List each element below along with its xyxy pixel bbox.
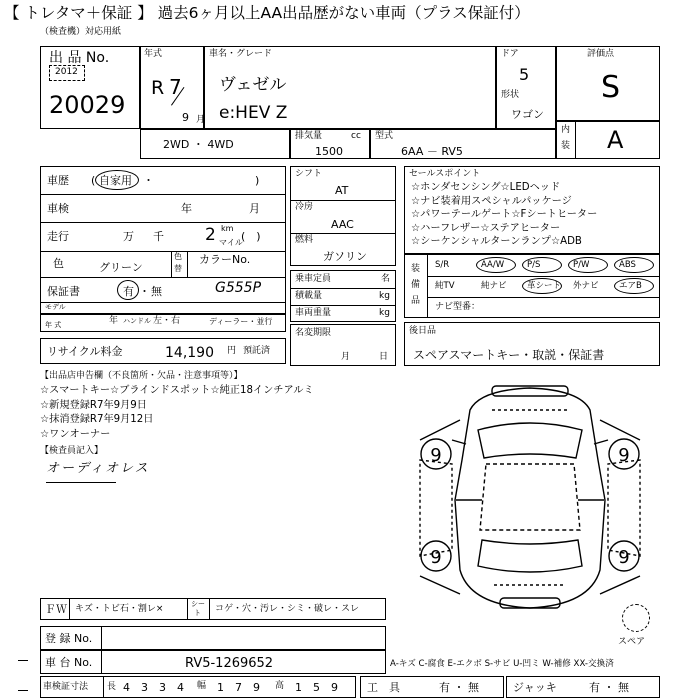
door-box <box>496 46 556 129</box>
history-dot: ・ <box>143 174 154 187</box>
model-year-month-unit: 月 <box>196 115 206 125</box>
inspector-label: 【検査員記入】 <box>40 446 104 456</box>
side-mirror-right <box>594 440 608 444</box>
model-change-handle: ハンドル <box>123 317 151 325</box>
seat-label-1: シー <box>191 600 205 608</box>
chassis-label: 車 台 No. <box>45 656 93 669</box>
lot-stamp-box <box>49 65 85 81</box>
equipment-item: 純TV <box>435 281 455 291</box>
tire-mark-rl: 9 <box>430 547 442 568</box>
inspection-label: 車検 <box>47 202 69 215</box>
declaration-line: ☆抹消登録R7年9月12日 <box>40 414 154 425</box>
side-mirror-left <box>452 440 466 444</box>
load-unit: kg <box>379 291 390 301</box>
interior-label-2: 装 <box>561 141 571 151</box>
height-label: 高 <box>275 681 285 691</box>
color-label: 色 <box>53 257 64 270</box>
row-line <box>41 277 285 278</box>
margin-tick <box>18 690 28 691</box>
sheet-subnote: （検査機）対応用紙 <box>40 27 122 37</box>
spare-label: スペア <box>618 637 646 647</box>
rear-window <box>478 540 582 572</box>
equipment-circle <box>614 278 654 294</box>
evaluation-value: S <box>601 70 621 105</box>
width-label: 幅 <box>197 681 207 691</box>
model-year-month-val: 9 <box>182 111 189 124</box>
tools-label: 工 具 <box>367 681 400 694</box>
equipment-item: ABS <box>619 260 636 270</box>
width-digit: 9 <box>253 681 260 694</box>
seat-items: コゲ・穴・汚レ・シミ・破レ・スレ <box>215 604 360 614</box>
dimensions-row <box>40 676 356 698</box>
color-no-label: カラーNo. <box>199 253 251 266</box>
warranty-no: 無 <box>151 285 162 298</box>
displacement-box <box>290 129 370 159</box>
chassis-row <box>40 650 386 674</box>
model-type-box <box>370 129 556 159</box>
jack-value: 有 ・ 無 <box>589 681 629 694</box>
history-paren-open: ( <box>91 174 96 187</box>
row-line <box>291 288 395 289</box>
model-change-label-1: モデル <box>45 303 66 311</box>
lot-stamp: 2012 <box>55 67 78 77</box>
car-diagram <box>400 380 660 620</box>
equipment-item: エアB <box>619 281 642 291</box>
row-line <box>291 233 395 234</box>
after-items-box <box>404 322 660 366</box>
sales-point-item: ☆パワーテールゲート☆Fシートヒーター <box>411 209 598 220</box>
history-label: 車歴 <box>47 174 69 187</box>
model-year-era: R <box>151 77 165 99</box>
color-no-value: G555P <box>215 280 262 296</box>
color-change-1: 色 <box>174 252 182 261</box>
seat-label-2: ト <box>194 609 201 617</box>
sales-points-box <box>404 166 660 254</box>
name-change-day: 日 <box>379 352 389 362</box>
col-line <box>209 599 210 619</box>
after-items-label: 後日品 <box>409 326 437 336</box>
aircon-value: AAC <box>331 218 354 231</box>
row-line <box>41 222 285 223</box>
tire-mark-fl: 9 <box>430 445 442 466</box>
length-digit: 4 <box>123 681 130 694</box>
spare-circle <box>622 604 650 632</box>
col-line <box>103 677 104 697</box>
sales-point-item: ☆シーケンシャルターンランプ☆ADB <box>411 236 582 247</box>
spec-table <box>290 166 396 266</box>
mileage-label: 走行 <box>47 230 69 243</box>
name-change-box <box>290 324 396 366</box>
damage-legend: A-キズ C-腐食 E-エクボ S-サビ U-凹ミ W-補修 XX-交換済 <box>390 659 614 669</box>
col-line <box>69 599 70 619</box>
lot-box <box>40 46 140 129</box>
model-change-year: 年 <box>109 316 119 326</box>
shape-value: ワゴン <box>511 108 544 121</box>
history-circle <box>95 170 139 190</box>
interior-value: A <box>607 126 624 154</box>
declaration-label: 【出品店申告欄（不良箇所・欠品・注意事項等）】 <box>40 371 243 381</box>
fuel-label: 燃料 <box>295 235 314 245</box>
capacity-unit: 名 <box>381 274 391 284</box>
door-value: 5 <box>519 65 530 84</box>
row-line <box>291 305 395 306</box>
front-edge-right <box>600 420 640 440</box>
chassis-value: RV5-1269652 <box>185 656 274 671</box>
col-line <box>101 627 102 649</box>
tools-box <box>360 676 504 698</box>
equipment-label-2: 備 <box>411 280 421 290</box>
info-table <box>40 166 286 314</box>
door-label: ドア <box>501 49 519 59</box>
equipment-box <box>404 254 660 318</box>
load-label: 積載量 <box>295 291 323 301</box>
inspector-underline <box>46 482 116 483</box>
width-digit: 7 <box>235 681 242 694</box>
mileage-sen: 千 <box>153 230 164 243</box>
mileage-value: 2 <box>205 225 216 245</box>
equipment-circle <box>476 257 516 273</box>
displacement-value: 1500 <box>315 145 343 158</box>
capacity-table <box>290 270 396 322</box>
model-change-label-2: 年 式 <box>45 321 62 329</box>
damage-row <box>40 598 386 620</box>
mileage-man: 万 <box>123 230 134 243</box>
margin-tick <box>18 660 28 661</box>
jack-label: ジャッキ <box>513 681 557 694</box>
equipment-item: P/S <box>527 260 541 270</box>
equipment-item: 外ナビ <box>573 281 599 291</box>
car-name-label: 車名・グレード <box>209 49 273 59</box>
shift-value: AT <box>335 184 349 197</box>
recycle-label: リサイクル料金 <box>47 345 123 358</box>
shape-label: 形状 <box>501 90 520 100</box>
model-change-row <box>40 314 286 332</box>
damage-items: キズ・トビ石・割レ× <box>75 604 164 614</box>
car-grade: e:HEV Z <box>219 103 288 123</box>
equipment-item: 革シート <box>527 281 562 291</box>
displacement-label: 排気量 <box>295 131 323 141</box>
equipment-circle <box>522 257 562 273</box>
mileage-km: km <box>221 224 234 233</box>
model-type-label: 型式 <box>375 131 394 141</box>
car-name: ヴェゼル <box>219 75 287 95</box>
interior-divider <box>575 122 576 158</box>
tire-mark-rr: 9 <box>618 547 630 568</box>
interior-label-1: 内 <box>561 125 571 135</box>
equipment-item: 純ナビ <box>481 281 507 291</box>
length-digit: 3 <box>141 681 148 694</box>
dimensions-label: 車検証寸法 <box>43 682 89 692</box>
sales-points-label: セールスポイント <box>409 169 481 179</box>
fw-label: ＦＷ <box>45 603 67 616</box>
shift-label: シフト <box>295 169 323 179</box>
height-digit: 9 <box>331 681 338 694</box>
rear-edge-right <box>600 576 640 594</box>
evaluation-label: 評価点 <box>587 49 615 59</box>
displacement-unit: cc <box>351 131 361 141</box>
declaration-line: ☆ワンオーナー <box>40 428 111 440</box>
height-digit: 5 <box>313 681 320 694</box>
mileage-mile: マイル <box>219 238 243 247</box>
rear-edge-left <box>420 576 460 594</box>
warranty-label: 保証書 <box>47 285 80 298</box>
registration-row <box>40 626 386 650</box>
length-label: 長 <box>107 682 117 692</box>
length-digit: 3 <box>159 681 166 694</box>
rear-bumper <box>500 598 560 608</box>
sheet-title: 【 トレタマ＋保証 】 過去6ヶ月以上AA出品歴がない車両（プラス保証付） <box>4 4 530 22</box>
row-line <box>41 194 285 195</box>
name-change-month: 月 <box>341 352 351 362</box>
tools-value: 有 ・ 無 <box>439 681 479 694</box>
row-line <box>291 200 395 201</box>
capacity-label: 乗車定員 <box>295 274 332 284</box>
col-line <box>171 251 172 277</box>
car-body-outline <box>455 388 605 608</box>
row-line <box>427 276 659 277</box>
mileage-paren: ( ) <box>241 230 261 243</box>
warranty-circle <box>117 280 139 300</box>
history-paren-close: ) <box>255 174 260 187</box>
col-line <box>187 251 188 277</box>
row-line <box>41 302 285 303</box>
equipment-label-1: 装 <box>411 264 421 274</box>
roof <box>480 464 580 530</box>
color-change-2: 替 <box>174 264 182 273</box>
recycle-unit: 円 <box>227 346 237 356</box>
model-year-box <box>140 46 204 129</box>
height-digit: 1 <box>295 681 302 694</box>
declaration-line: ☆新規登録R7年9月9日 <box>40 399 147 411</box>
tire-mark-fr: 9 <box>618 445 630 466</box>
equipment-item: P/W <box>573 260 590 270</box>
color-value: グリーン <box>99 261 143 274</box>
windshield <box>478 423 582 458</box>
weight-unit: kg <box>379 308 390 318</box>
lot-label: 出 品 No. <box>49 50 110 66</box>
row-line <box>427 297 659 298</box>
name-change-label: 名変期限 <box>295 328 332 338</box>
navi-label: ナビ型番： <box>435 302 481 312</box>
warranty-dot: ・ <box>139 285 150 298</box>
weight-label: 車両重量 <box>295 308 332 318</box>
equipment-circle <box>614 257 654 273</box>
inspector-note: オーディオレス <box>46 461 150 476</box>
equipment-item: S/R <box>435 260 450 270</box>
model-year-label: 年式 <box>144 49 163 59</box>
sales-point-item: ☆ハーフレザー☆ステアヒーター <box>411 222 561 234</box>
jack-box <box>506 676 660 698</box>
registration-label: 登 録 No. <box>45 632 93 645</box>
fuel-value: ガソリン <box>323 250 367 263</box>
length-digit: 4 <box>177 681 184 694</box>
recycle-box <box>40 338 286 364</box>
drive-value: 2WD ・ 4WD <box>163 138 234 151</box>
warranty-yes: 有 <box>123 285 134 298</box>
lot-number: 20029 <box>49 91 126 119</box>
sales-point-item: ☆ナビ装着用スペシャルパッケージ <box>411 195 572 207</box>
model-year-year: 7 <box>169 75 182 99</box>
col-line <box>427 255 428 317</box>
recycle-note: 預託済 <box>243 346 271 356</box>
equipment-label-3: 品 <box>411 296 421 306</box>
history-value: 自家用 <box>99 174 132 187</box>
equipment-item: AA/W <box>481 260 505 270</box>
col-line <box>101 651 102 673</box>
drive-box <box>140 129 290 159</box>
recycle-value: 14,190 <box>165 345 214 361</box>
width-digit: 1 <box>217 681 224 694</box>
interior-box <box>556 121 660 159</box>
car-name-box <box>204 46 496 129</box>
model-change-handle-opts: 左・右 <box>153 316 181 326</box>
aircon-label: 冷房 <box>295 202 314 212</box>
sales-point-item: ☆ホンダセンシング☆LEDヘッド <box>411 182 561 193</box>
equipment-circle <box>522 278 562 294</box>
row-line <box>41 251 285 252</box>
col-line <box>187 599 188 619</box>
equipment-circle <box>568 257 608 273</box>
front-edge-left <box>420 420 460 440</box>
inspection-month-unit: 月 <box>249 202 260 215</box>
model-type-value: 6AA － RV5 <box>401 145 463 158</box>
after-items-value: スペアスマートキー・取説・保証書 <box>413 348 605 362</box>
inspection-year-unit: 年 <box>181 202 192 215</box>
model-change-dealer: ディーラー・並行 <box>209 317 273 326</box>
evaluation-box <box>556 46 660 121</box>
declaration-line: ☆スマートキー☆ブラインドスポット☆純正18インチアルミ <box>40 385 314 396</box>
